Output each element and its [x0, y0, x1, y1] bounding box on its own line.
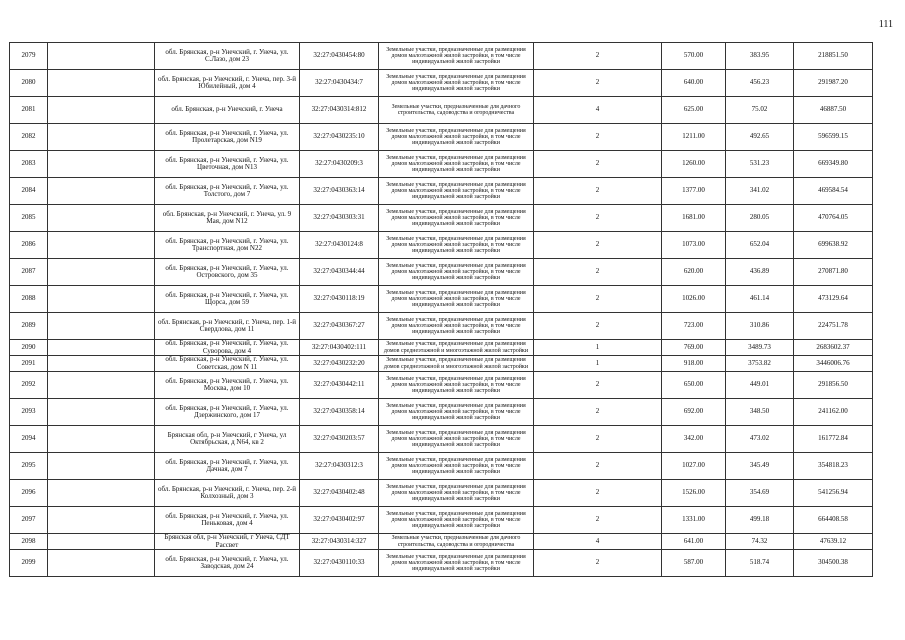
specific-value-cell: 383.95: [726, 43, 794, 70]
specific-value-cell: 531.23: [726, 151, 794, 178]
cadastral-number-cell: 32:27:0430314:327: [300, 534, 379, 550]
cadastral-number-cell: 32:27:0430118:19: [300, 286, 379, 313]
cadastral-value-cell: 161772.84: [794, 426, 873, 453]
empty-cell: [48, 124, 155, 151]
land-use-cell: Земельные участки, предназначенные для размещения домов малоэтажной жилой застройки, в том числе индивидуальной жилой застройки: [379, 313, 534, 340]
area-cell: 1027.00: [662, 453, 726, 480]
cadastral-value-cell: 699638.92: [794, 232, 873, 259]
table-row: [10, 356, 873, 372]
address-cell: обл. Брянская, р-н Унечский, г. Унеча, ул. Щорса, дом 59: [155, 286, 300, 313]
land-use-cell: Земельные участки, предназначенные для размещения домов малоэтажной жилой застройки, в том числе индивидуальной жилой застройки: [379, 124, 534, 151]
area-cell: 640.00: [662, 70, 726, 97]
area-cell: 342.00: [662, 426, 726, 453]
address-cell: обл. Брянская, р-н Унечский, г. Унеча, ул. Москва, дом 10: [155, 372, 300, 399]
specific-value-cell: 348.50: [726, 399, 794, 426]
land-use-cell: Земельные участки, предназначенные для размещения домов малоэтажной жилой застройки, в том числе индивидуальной жилой застройки: [379, 259, 534, 286]
cadastral-number-cell: 32:27:0430235:10: [300, 124, 379, 151]
land-use-cell: Земельные участки, предназначенные для размещения домов малоэтажной жилой застройки, в том числе индивидуальной жилой застройки: [379, 286, 534, 313]
row-number: 2097: [10, 507, 48, 534]
land-use-cell: Земельные участки, предназначенные для размещения домов малоэтажной жилой застройки, в том числе индивидуальной жилой застройки: [379, 480, 534, 507]
land-use-cell: Земельные участки, предназначенные для дачного строительства, садоводства и огородничества: [379, 97, 534, 124]
empty-cell: [48, 286, 155, 313]
cadastral-number-cell: 32:27:0430232:20: [300, 356, 379, 372]
address-cell: обл. Брянская, р-н Унечский, г. Унеча, ул. Островского, дом 35: [155, 259, 300, 286]
specific-value-cell: 75.02: [726, 97, 794, 124]
land-use-cell: Земельные участки, предназначенные для размещения домов малоэтажной жилой застройки, в том числе индивидуальной жилой застройки: [379, 178, 534, 205]
table-row: [10, 232, 873, 259]
group-cell: 1: [534, 340, 662, 356]
table-row: [10, 178, 873, 205]
row-number: 2084: [10, 178, 48, 205]
table-row: [10, 534, 873, 550]
empty-cell: [48, 70, 155, 97]
address-cell: обл. Брянская, р-н Унечский, г. Унеча, пер. 2-й Колхозный, дом 3: [155, 480, 300, 507]
cadastral-value-cell: 291856.50: [794, 372, 873, 399]
specific-value-cell: 3489.73: [726, 340, 794, 356]
specific-value-cell: 473.02: [726, 426, 794, 453]
cadastral-value-cell: 541256.94: [794, 480, 873, 507]
specific-value-cell: 518.74: [726, 550, 794, 577]
empty-cell: [48, 259, 155, 286]
group-cell: 2: [534, 232, 662, 259]
address-cell: обл. Брянская, р-н Унечский, г. Унеча, ул. Дачная, дом 7: [155, 453, 300, 480]
cadastral-number-cell: 32:27:0430312:3: [300, 453, 379, 480]
table-row: [10, 313, 873, 340]
row-number: 2080: [10, 70, 48, 97]
cadastral-value-cell: 47639.12: [794, 534, 873, 550]
row-number: 2081: [10, 97, 48, 124]
land-use-cell: Земельные участки, предназначенные для размещения домов малоэтажной жилой застройки, в том числе индивидуальной жилой застройки: [379, 399, 534, 426]
land-use-cell: Земельные участки, предназначенные для размещения домов среднеэтажной и многоэтажной жилой застройки: [379, 340, 534, 356]
specific-value-cell: 74.32: [726, 534, 794, 550]
table-row: [10, 550, 873, 577]
cadastral-value-cell: 664408.58: [794, 507, 873, 534]
cadastral-value-cell: 2683602.37: [794, 340, 873, 356]
group-cell: 2: [534, 205, 662, 232]
specific-value-cell: 492.65: [726, 124, 794, 151]
group-cell: 2: [534, 313, 662, 340]
cadastral-value-cell: 3446006.76: [794, 356, 873, 372]
empty-cell: [48, 399, 155, 426]
cadastral-value-cell: 270871.80: [794, 259, 873, 286]
cadastral-number-cell: 32:27:0430367:27: [300, 313, 379, 340]
row-number: 2092: [10, 372, 48, 399]
address-cell: обл. Брянская, р-н Унечский, г. Унеча, ул. Дзержинского, дом 17: [155, 399, 300, 426]
address-cell: обл. Брянская, р-н Унечский, г. Унеча, ул. Пролетарская, дом N19: [155, 124, 300, 151]
row-number: 2088: [10, 286, 48, 313]
area-cell: 1073.00: [662, 232, 726, 259]
address-cell: Брянская обл, р-н Унечский, г Унеча, СДТ Рассвет: [155, 534, 300, 550]
area-cell: 723.00: [662, 313, 726, 340]
land-use-cell: Земельные участки, предназначенные для дачного строительства, садоводства и огородничества: [379, 534, 534, 550]
cadastral-value-cell: 224751.78: [794, 313, 873, 340]
land-use-cell: Земельные участки, предназначенные для размещения домов малоэтажной жилой застройки, в том числе индивидуальной жилой застройки: [379, 453, 534, 480]
group-cell: 2: [534, 286, 662, 313]
cadastral-value-cell: 470764.05: [794, 205, 873, 232]
page-number: 111: [878, 19, 893, 30]
cadastral-number-cell: 32:27:0430454:80: [300, 43, 379, 70]
empty-cell: [48, 340, 155, 356]
cadastral-value-cell: 354818.23: [794, 453, 873, 480]
cadastral-number-cell: 32:27:0430203:57: [300, 426, 379, 453]
cadastral-number-cell: 32:27:0430124:8: [300, 232, 379, 259]
specific-value-cell: 341.02: [726, 178, 794, 205]
group-cell: 2: [534, 507, 662, 534]
row-number: 2082: [10, 124, 48, 151]
cadastral-value-cell: 291987.20: [794, 70, 873, 97]
empty-cell: [48, 205, 155, 232]
group-cell: 2: [534, 70, 662, 97]
land-use-cell: Земельные участки, предназначенные для размещения домов среднеэтажной и многоэтажной жилой застройки: [379, 356, 534, 372]
cadastral-value-cell: 218851.50: [794, 43, 873, 70]
cadastral-value-cell: 46887.50: [794, 97, 873, 124]
row-number: 2089: [10, 313, 48, 340]
land-use-cell: Земельные участки, предназначенные для размещения домов малоэтажной жилой застройки, в том числе индивидуальной жилой застройки: [379, 205, 534, 232]
empty-cell: [48, 313, 155, 340]
cadastral-number-cell: 32:27:0430434:7: [300, 70, 379, 97]
specific-value-cell: 461.14: [726, 286, 794, 313]
area-cell: 1681.00: [662, 205, 726, 232]
table-body: [10, 43, 873, 577]
cadastral-value-cell: 304500.38: [794, 550, 873, 577]
specific-value-cell: 499.18: [726, 507, 794, 534]
specific-value-cell: 449.01: [726, 372, 794, 399]
specific-value-cell: 456.23: [726, 70, 794, 97]
land-use-cell: Земельные участки, предназначенные для размещения домов малоэтажной жилой застройки, в том числе индивидуальной жилой застройки: [379, 70, 534, 97]
row-number: 2096: [10, 480, 48, 507]
cadastral-table: [9, 42, 873, 577]
group-cell: 2: [534, 43, 662, 70]
cadastral-value-cell: 473129.64: [794, 286, 873, 313]
group-cell: 4: [534, 97, 662, 124]
empty-cell: [48, 426, 155, 453]
cadastral-value-cell: 596599.15: [794, 124, 873, 151]
cadastral-number-cell: 32:27:0430402:111: [300, 340, 379, 356]
table-row: [10, 205, 873, 232]
address-cell: обл. Брянская, р-н Унечский, г. Унеча, ул. Цветочная, дом N13: [155, 151, 300, 178]
table-row: [10, 399, 873, 426]
area-cell: 1526.00: [662, 480, 726, 507]
empty-cell: [48, 480, 155, 507]
address-cell: обл. Брянская, р-н Унечский, г. Унеча, ул. Пеньковая, дом 4: [155, 507, 300, 534]
area-cell: 1377.00: [662, 178, 726, 205]
specific-value-cell: 280.05: [726, 205, 794, 232]
specific-value-cell: 354.69: [726, 480, 794, 507]
area-cell: 620.00: [662, 259, 726, 286]
group-cell: 2: [534, 372, 662, 399]
group-cell: 2: [534, 453, 662, 480]
cadastral-number-cell: 32:27:0430303:31: [300, 205, 379, 232]
group-cell: 2: [534, 399, 662, 426]
empty-cell: [48, 232, 155, 259]
specific-value-cell: 345.49: [726, 453, 794, 480]
row-number: 2087: [10, 259, 48, 286]
table-row: [10, 507, 873, 534]
group-cell: 2: [534, 550, 662, 577]
table-row: [10, 372, 873, 399]
row-number: 2091: [10, 356, 48, 372]
cadastral-number-cell: 32:27:0430344:44: [300, 259, 379, 286]
empty-cell: [48, 43, 155, 70]
cadastral-number-cell: 32:27:0430358:14: [300, 399, 379, 426]
row-number: 2093: [10, 399, 48, 426]
area-cell: 918.00: [662, 356, 726, 372]
row-number: 2083: [10, 151, 48, 178]
address-cell: обл. Брянская, р-н Унечский, г. Унеча, ул. 9 Мая, дом N12: [155, 205, 300, 232]
cadastral-number-cell: 32:27:0430442:11: [300, 372, 379, 399]
empty-cell: [48, 151, 155, 178]
area-cell: 692.00: [662, 399, 726, 426]
address-cell: обл. Брянская, р-н Унечский, г. Унеча, пер. 3-й Юбилейный, дом 4: [155, 70, 300, 97]
row-number: 2098: [10, 534, 48, 550]
empty-cell: [48, 178, 155, 205]
row-number: 2079: [10, 43, 48, 70]
cadastral-number-cell: 32:27:0430402:97: [300, 507, 379, 534]
table-row: [10, 340, 873, 356]
empty-cell: [48, 356, 155, 372]
address-cell: обл. Брянская, р-н Унечский, г. Унеча, ул. Заводская, дом 24: [155, 550, 300, 577]
area-cell: 650.00: [662, 372, 726, 399]
row-number: 2094: [10, 426, 48, 453]
group-cell: 2: [534, 178, 662, 205]
specific-value-cell: 436.89: [726, 259, 794, 286]
land-use-cell: Земельные участки, предназначенные для размещения домов малоэтажной жилой застройки, в том числе индивидуальной жилой застройки: [379, 232, 534, 259]
empty-cell: [48, 507, 155, 534]
address-cell: обл. Брянская, р-н Унечский, г. Унеча, пер. 1-й Свердлова, дом 11: [155, 313, 300, 340]
area-cell: 1211.00: [662, 124, 726, 151]
row-number: 2085: [10, 205, 48, 232]
group-cell: 2: [534, 259, 662, 286]
land-use-cell: Земельные участки, предназначенные для размещения домов малоэтажной жилой застройки, в том числе индивидуальной жилой застройки: [379, 507, 534, 534]
cadastral-number-cell: 32:27:0430402:48: [300, 480, 379, 507]
group-cell: 2: [534, 124, 662, 151]
area-cell: 587.00: [662, 550, 726, 577]
empty-cell: [48, 550, 155, 577]
row-number: 2099: [10, 550, 48, 577]
specific-value-cell: 3753.82: [726, 356, 794, 372]
specific-value-cell: 310.86: [726, 313, 794, 340]
address-cell: обл. Брянская, р-н Унечский, г. Унеча, ул. Толстого, дом 7: [155, 178, 300, 205]
area-cell: 641.00: [662, 534, 726, 550]
table-row: [10, 151, 873, 178]
area-cell: 1331.00: [662, 507, 726, 534]
area-cell: 570.00: [662, 43, 726, 70]
table-row: [10, 453, 873, 480]
table-row: [10, 286, 873, 313]
area-cell: 625.00: [662, 97, 726, 124]
row-number: 2095: [10, 453, 48, 480]
empty-cell: [48, 372, 155, 399]
address-cell: Брянская обл, р-н Унечский, г Унеча, ул Октябрьская, д N64, кв 2: [155, 426, 300, 453]
address-cell: обл. Брянская, р-н Унечский, г. Унеча: [155, 97, 300, 124]
table-row: [10, 259, 873, 286]
cadastral-number-cell: 32:27:0430209:3: [300, 151, 379, 178]
cadastral-number-cell: 32:27:0430110:33: [300, 550, 379, 577]
empty-cell: [48, 453, 155, 480]
address-cell: обл. Брянская, р-н Унечский, г. Унеча, ул. С.Лазо, дом 23: [155, 43, 300, 70]
land-use-cell: Земельные участки, предназначенные для размещения домов малоэтажной жилой застройки, в том числе индивидуальной жилой застройки: [379, 43, 534, 70]
table-row: [10, 426, 873, 453]
group-cell: 2: [534, 151, 662, 178]
cadastral-number-cell: 32:27:0430314:812: [300, 97, 379, 124]
cadastral-value-cell: 669349.80: [794, 151, 873, 178]
area-cell: 769.00: [662, 340, 726, 356]
table-row: [10, 70, 873, 97]
empty-cell: [48, 97, 155, 124]
land-use-cell: Земельные участки, предназначенные для размещения домов малоэтажной жилой застройки, в том числе индивидуальной жилой застройки: [379, 426, 534, 453]
cadastral-value-cell: 241162.00: [794, 399, 873, 426]
table-row: [10, 43, 873, 70]
address-cell: обл. Брянская, р-н Унечский, г. Унеча, ул. Советская, дом N 11: [155, 356, 300, 372]
area-cell: 1026.00: [662, 286, 726, 313]
specific-value-cell: 652.04: [726, 232, 794, 259]
empty-cell: [48, 534, 155, 550]
area-cell: 1260.00: [662, 151, 726, 178]
cadastral-number-cell: 32:27:0430363:14: [300, 178, 379, 205]
cadastral-value-cell: 469584.54: [794, 178, 873, 205]
table-row: [10, 480, 873, 507]
land-use-cell: Земельные участки, предназначенные для размещения домов малоэтажной жилой застройки, в том числе индивидуальной жилой застройки: [379, 372, 534, 399]
row-number: 2090: [10, 340, 48, 356]
group-cell: 2: [534, 480, 662, 507]
group-cell: 4: [534, 534, 662, 550]
land-use-cell: Земельные участки, предназначенные для размещения домов малоэтажной жилой застройки, в том числе индивидуальной жилой застройки: [379, 550, 534, 577]
table-row: [10, 97, 873, 124]
group-cell: 2: [534, 426, 662, 453]
table-row: [10, 124, 873, 151]
address-cell: обл. Брянская, р-н Унечский, г. Унеча, ул. Суворова, дом 4: [155, 340, 300, 356]
row-number: 2086: [10, 232, 48, 259]
land-use-cell: Земельные участки, предназначенные для размещения домов малоэтажной жилой застройки, в том числе индивидуальной жилой застройки: [379, 151, 534, 178]
address-cell: обл. Брянская, р-н Унечский, г. Унеча, ул. Транспортная, дом N22: [155, 232, 300, 259]
group-cell: 1: [534, 356, 662, 372]
